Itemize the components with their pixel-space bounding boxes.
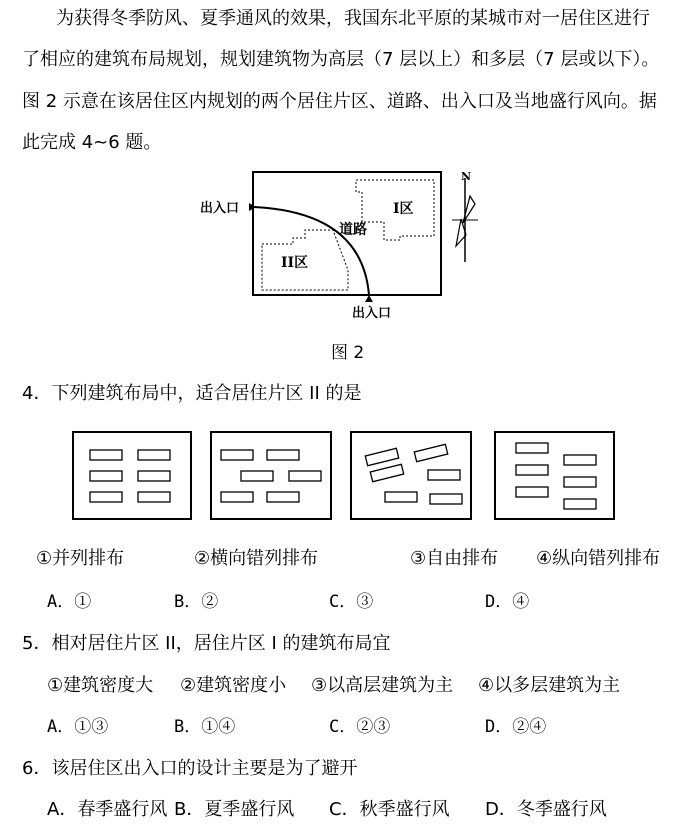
zone-2-label: II区	[281, 255, 309, 271]
layout-4-diagram	[495, 432, 614, 519]
q6-option-a[interactable]: A．春季盛行风	[47, 799, 168, 820]
q4-option-c[interactable]: C．③	[329, 592, 374, 612]
layout-1-diagram	[73, 432, 191, 519]
q4-layout-label-3: ③自由排布	[410, 548, 499, 569]
q5-option-c[interactable]: C．②③	[329, 717, 391, 737]
q5-option-a[interactable]: A．①③	[47, 717, 109, 737]
intro-line-2: 了相应的建筑布局规划，规划建筑物为高层（7 层以上）和多层（7 层或以下）。	[22, 49, 660, 70]
q4-layout-label-1: ①并列排布	[36, 548, 125, 569]
entrance-bottom-marker	[365, 295, 373, 302]
q5-statement-2: ②建筑密度小	[180, 675, 287, 696]
zone-1-label: I区	[393, 201, 414, 217]
q4-option-b[interactable]: B．②	[174, 592, 219, 612]
q6-option-c[interactable]: C．秋季盛行风	[329, 799, 450, 820]
intro-line-4: 此完成 4~6 题。	[22, 132, 162, 153]
q5-statement-3: ③以高层建筑为主	[311, 675, 454, 696]
q5-statement-1: ①建筑密度大	[47, 675, 154, 696]
q4-option-d[interactable]: D．④	[485, 592, 530, 612]
q5-option-d[interactable]: D．②④	[485, 717, 547, 737]
intro-line-1: 为获得冬季防风、夏季通风的效果，我国东北平原的某城市对一居住区进行	[56, 8, 650, 29]
q4-layout-label-4: ④纵向错列排布	[536, 548, 661, 569]
north-label: N	[461, 170, 472, 183]
q4-option-a[interactable]: A．①	[47, 592, 92, 612]
north-arrow-icon	[452, 178, 478, 262]
q6-option-b[interactable]: B．夏季盛行风	[174, 799, 295, 820]
q4-layout-diagrams	[0, 420, 696, 532]
entrance-left-label: 出入口	[200, 201, 240, 216]
road-label: 道路	[339, 222, 367, 238]
q5-statement-4: ④以多层建筑为主	[478, 675, 621, 696]
q6-option-d[interactable]: D．冬季盛行风	[485, 799, 607, 820]
q4-stem: 4．下列建筑布局中，适合居住片区 II 的是	[22, 383, 362, 404]
entrance-bottom-label: 出入口	[352, 306, 392, 321]
q6-stem: 6．该居住区出入口的设计主要是为了避开	[22, 758, 358, 779]
layout-3-diagram	[351, 432, 471, 519]
layout-2-diagram	[211, 432, 331, 519]
q5-option-b[interactable]: B．①④	[174, 717, 236, 737]
q5-stem: 5．相对居住片区 II，居住片区 I 的建筑布局宜	[22, 633, 391, 654]
intro-line-3: 图 2 示意在该居住区内规划的两个居住片区、道路、出入口及当地盛行风向。据	[22, 91, 657, 112]
figure-caption: 图 2	[331, 343, 365, 363]
q4-layout-label-2: ②横向错列排布	[194, 548, 319, 569]
figure-2-map	[0, 0, 696, 380]
